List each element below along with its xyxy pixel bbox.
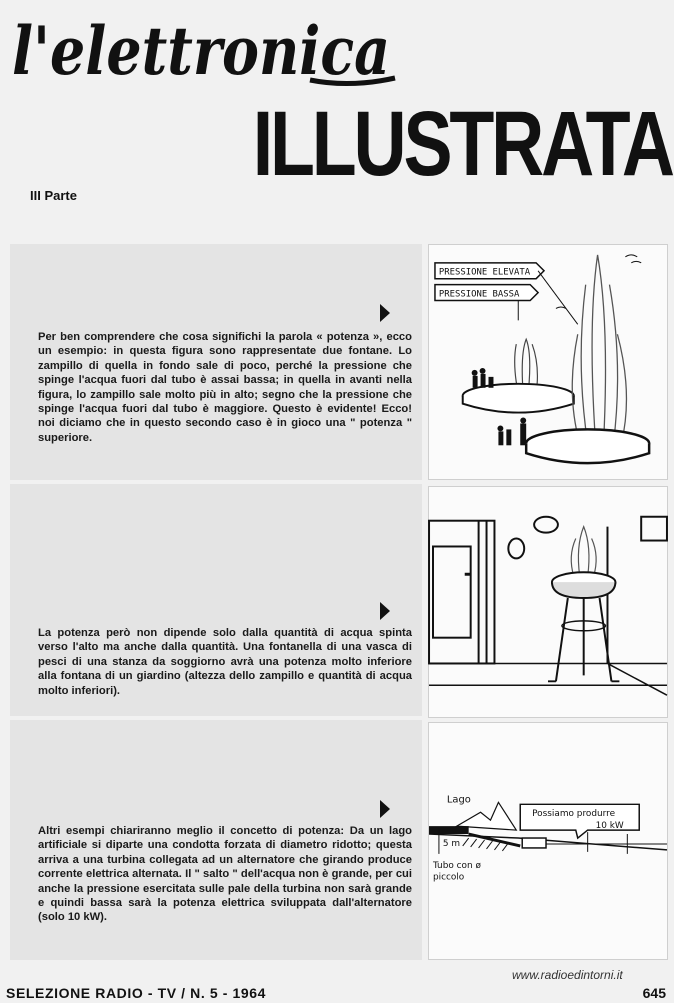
- text-panel-3: [10, 720, 422, 960]
- mountain: [429, 802, 516, 834]
- bubble-line-2: 10 kW: [595, 821, 624, 832]
- pipe-label-2: piccolo: [432, 872, 465, 883]
- figure-hydro-plant: [428, 722, 668, 960]
- sign-low-label: PRESSIONE BASSA: [438, 289, 520, 300]
- text-panel-1: [10, 244, 422, 480]
- wall-pictures: [508, 517, 667, 559]
- section-text: Per ben comprendere che cosa significhi la parola « potenza », ecco un esempio: in questa figura sono rappresentate due fontane. Lo zampillo di quella in fondo sale di poco, perché la pressione che spinge l'acqua fuori dal tubo è assai bassa; in quella in avanti nella figura, lo zampillo sale molto più in alto; segno che la pressione che spinge l'acqua fuori dal tubo è maggiore. Questo è evidente! Ecco! noi diciamo che in questo secondo caso è in gioco una " potenza " superiore.: [38, 331, 412, 444]
- hatched-ground: [463, 838, 509, 851]
- logo-elettronica: [10, 2, 400, 90]
- lake-label: Lago: [446, 794, 471, 806]
- arrow-right-icon: [380, 304, 390, 322]
- website-watermark: www.radioedintorni.it: [512, 968, 623, 982]
- figure-fountains: [428, 244, 668, 480]
- page-title: ILLUSTRATA: [252, 93, 672, 195]
- small-fountain: [463, 339, 574, 412]
- height-label: 5 m: [442, 838, 461, 849]
- text-panel-2: [10, 484, 422, 716]
- part-label: III Parte: [30, 188, 77, 203]
- figure-indoor-fountain: [428, 486, 668, 718]
- speech-bubble: [520, 804, 639, 838]
- large-fountain: [526, 255, 649, 463]
- section-text: La potenza però non dipende solo dalla quantità di acqua spinta verso l'alto ma anche dalla quantità. Una fontanella di una vasca di pesci di una stanza da soggiorno avrà una potenza molto inferiore alla fontana di un giardino (altezza dello zampillo e quantità di acqua molto inferiori).: [38, 627, 412, 697]
- pipe-label-1: Tubo con ø: [432, 860, 481, 871]
- page-number: 645: [642, 985, 666, 1001]
- sign-high-pressure: [435, 263, 544, 279]
- power-station: [522, 838, 546, 848]
- section-text: Altri esempi chiariranno meglio il concetto di potenza: Da un lago artificiale si diparte una condotta forzata di diametro ridotto; questa arriva a una turbina collegata ad un alternatore che girando produce corrente elettrica alternata. Il " salto " dell'acqua non è grande, per cui anche la pressione esercitata sulle pale della turbina non sarà grande e quindi bassa sarà la potenza elettrica sviluppata dall'alternatore (solo 10 kW).: [38, 825, 412, 924]
- arrow-right-icon: [380, 800, 390, 818]
- fish-bowl-fountain: [548, 527, 619, 682]
- bubble-line-1: Possiamo produrre: [532, 809, 616, 820]
- door: [429, 521, 494, 664]
- publication-footer: SELEZIONE RADIO - TV / N. 5 - 1964: [6, 985, 267, 1001]
- sign-high-label: PRESSIONE ELEVATA: [438, 267, 531, 278]
- arrow-right-icon: [380, 602, 390, 620]
- sign-low-pressure: [435, 285, 538, 301]
- logo-text: l'elettronica: [12, 12, 390, 90]
